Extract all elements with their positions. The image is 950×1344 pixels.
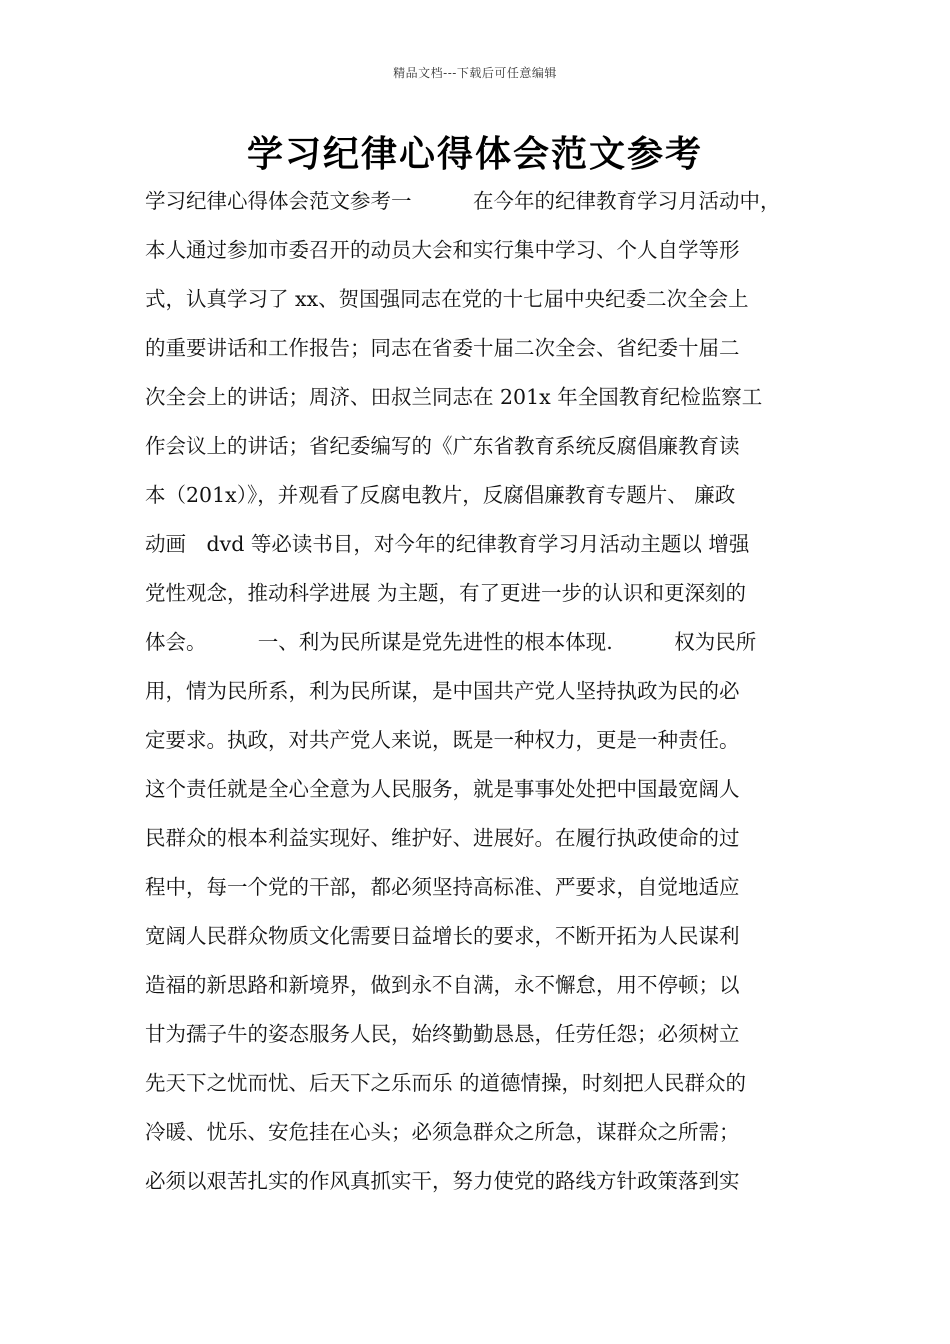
text-line: 冷暖、忧乐、安危挂在心头；必须急群众之所急，谋群众之所需；	[145, 1120, 740, 1144]
text-line: 定要求。执政，对共产党人来说，既是一种权力，更是一种责任。	[145, 728, 740, 752]
text-line: 作会议上的讲话；省纪委编写的《广东省教育系统反腐倡廉教育读	[145, 434, 740, 458]
header-note: 精品文档---下载后可任意编辑	[393, 66, 557, 80]
text-line: 必须以艰苦扎实的作风真抓实干，努力使党的路线方针政策落到实	[145, 1169, 740, 1193]
text-line: 民群众的根本利益实现好、维护好、进展好。在履行执政使命的过	[145, 826, 740, 850]
text-line: 程中，每一个党的干部，都必须坚持高标准、严要求，自觉地适应	[145, 875, 740, 899]
text-line: 先天下之忧而忧、后天下之乐而乐 的道德情操，时刻把人民群众的	[145, 1071, 747, 1095]
text-line: 次全会上的讲话；周济、田叔兰同志在 201x 年全国教育纪检监察工	[145, 385, 763, 409]
text-line: 本人通过参加市委召开的动员大会和实行集中学习、个人自学等形	[145, 238, 740, 262]
text-line: 学习纪律心得体会范文参考一 在今年的纪律教育学习月活动中，	[145, 189, 781, 213]
text-line: 的重要讲话和工作报告；同志在省委十届二次全会、省纪委十届二	[145, 336, 740, 360]
text-line: 宽阔人民群众物质文化需要日益增长的要求，不断开拓为人民谋利	[145, 924, 740, 948]
text-line: 体会。 一、利为民所谋是党先进性的根本体现. 权为民所	[145, 630, 757, 654]
text-line: 用，情为民所系，利为民所谋，是中国共产党人坚持执政为民的必	[145, 679, 740, 703]
text-line: 本（201x）》，并观看了反腐电教片，反腐倡廉教育专题片、 廉政	[145, 483, 736, 507]
text-line: 式，认真学习了 xx、贺国强同志在党的十七届中央纪委二次全会上	[145, 287, 749, 311]
body-text	[145, 181, 825, 1210]
text-line: 党性观念，推动科学进展 为主题，有了更进一步的认识和更深刻的	[145, 581, 747, 605]
document-title: 学习纪律心得体会范文参考	[246, 133, 703, 175]
text-line: 甘为孺子牛的姿态服务人民，始终勤勤恳恳，任劳任怨；必须树立	[145, 1022, 740, 1046]
text-line: 造福的新思路和新境界，做到永不自满，永不懈怠，用不停顿；以	[145, 973, 740, 997]
text-line: 这个责任就是全心全意为人民服务，就是事事处处把中国最宽阔人	[145, 777, 740, 801]
text-line: 动画 dvd 等必读书目，对今年的纪律教育学习月活动主题以 增强	[145, 532, 750, 556]
